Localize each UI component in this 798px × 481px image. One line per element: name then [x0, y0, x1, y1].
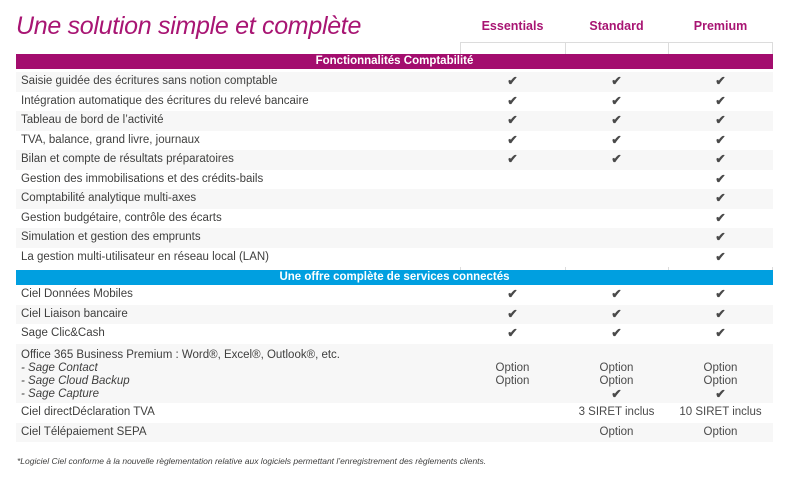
column-divider — [460, 42, 565, 54]
table-row — [16, 344, 773, 404]
title-cell — [16, 12, 460, 41]
plan-cell-essentials — [460, 285, 565, 305]
cell-empty — [460, 349, 565, 362]
plan-header-standard: Standard — [589, 19, 644, 33]
plan-cell-standard — [565, 150, 668, 170]
table-header — [16, 12, 773, 40]
plan-cell-essentials — [460, 170, 565, 190]
table-row — [16, 150, 773, 170]
cell-value: Option — [599, 425, 634, 438]
plan-cell-standard — [565, 305, 668, 325]
footnote: *Logiciel Ciel conforme à la nouvelle règlementation relative aux logiciels permettant l’enregistrement des règlements clients. — [17, 456, 487, 467]
check-icon: ✔ — [715, 230, 726, 244]
cell-empty — [565, 349, 668, 362]
plan-cell-premium — [668, 349, 773, 402]
check-icon: ✔ — [715, 287, 726, 301]
plan-cell-standard — [565, 349, 668, 402]
cell-value: Option — [599, 361, 634, 374]
section-header-services: Une offre complète de services connectés — [16, 270, 773, 285]
row-label-cell — [16, 131, 460, 151]
cell-empty — [460, 170, 565, 190]
cell-value: Option — [703, 374, 738, 387]
plan-cell-essentials — [460, 228, 565, 248]
row-label-cell — [16, 403, 460, 423]
plan-cell-essentials — [460, 111, 565, 131]
check-icon: ✔ — [507, 287, 518, 301]
plan-cell-essentials — [460, 189, 565, 209]
check-icon: ✔ — [715, 113, 726, 127]
row-label-cell — [16, 423, 460, 443]
cell-empty — [460, 248, 565, 268]
plan-header-premium: Premium — [693, 19, 748, 33]
check-icon: ✔ — [715, 74, 726, 88]
table-row — [16, 305, 773, 325]
table-row — [16, 248, 773, 268]
spacer — [16, 42, 460, 54]
plan-cell-essentials — [460, 324, 565, 344]
check-icon: ✔ — [611, 326, 622, 340]
row-label: Saisie guidée des écritures sans notion comptable — [21, 75, 278, 87]
cell-value: Option — [703, 425, 738, 438]
plan-cell-standard — [565, 111, 668, 131]
plan-cell-standard — [565, 92, 668, 112]
check-icon: ✔ — [715, 191, 726, 205]
check-icon: ✔ — [611, 287, 622, 301]
plan-cell-premium — [668, 423, 773, 443]
check-icon: ✔ — [611, 387, 622, 402]
plan-cell-standard — [565, 403, 668, 423]
row-label: Simulation et gestion des emprunts — [21, 231, 201, 243]
check-icon: ✔ — [611, 93, 622, 108]
row-label: Office 365 Business Premium : Word®, Excel®, Outlook®, etc. — [21, 348, 341, 361]
row-label-cell — [16, 349, 460, 402]
plan-cell-standard — [565, 228, 668, 248]
table-row — [16, 131, 773, 151]
row-label-cell — [16, 92, 460, 112]
plan-cell-premium — [668, 189, 773, 209]
plan-cell-essentials — [460, 403, 565, 423]
row-label: La gestion multi-utilisateur en réseau local (LAN) — [21, 250, 270, 263]
check-icon: ✔ — [611, 132, 622, 147]
cell-empty — [565, 189, 668, 209]
cell-empty — [460, 228, 565, 248]
row-label: Ciel Télépaiement SEPA — [21, 425, 147, 438]
row-label-cell — [16, 228, 460, 248]
check-icon: ✔ — [507, 113, 518, 127]
column-divider — [668, 42, 773, 54]
plan-cell-standard — [565, 131, 668, 151]
row-label: - Sage Capture — [21, 388, 99, 401]
plan-header-essentials: Essentials — [481, 19, 544, 33]
column-divider — [565, 42, 668, 54]
plan-cell-premium — [668, 170, 773, 190]
row-label: Intégration automatique des écritures du relevé bancaire — [21, 94, 309, 107]
cell-empty — [565, 228, 668, 248]
check-icon: ✔ — [715, 210, 726, 225]
column-divider — [565, 267, 668, 270]
row-label: - Sage Contact — [21, 361, 98, 374]
check-icon: ✔ — [715, 171, 726, 186]
check-icon: ✔ — [715, 152, 726, 166]
cell-value: Option — [703, 361, 738, 374]
plan-cell-essentials — [460, 349, 565, 402]
check-icon: ✔ — [611, 74, 622, 88]
plan-cell-standard — [565, 209, 668, 229]
table-row — [16, 111, 773, 131]
plan-cell-premium — [668, 150, 773, 170]
plan-cell-standard — [565, 285, 668, 305]
cell-empty — [460, 423, 565, 443]
plan-cell-premium — [668, 248, 773, 268]
plan-cell-premium — [668, 228, 773, 248]
plan-cell-premium — [668, 324, 773, 344]
plan-cell-standard — [565, 189, 668, 209]
row-label: Tableau de bord de l’activité — [21, 114, 164, 126]
check-icon: ✔ — [715, 249, 726, 264]
row-label: - Sage Cloud Backup — [21, 374, 130, 387]
table-row — [16, 92, 773, 112]
row-label-cell — [16, 305, 460, 325]
page-title: Une solution simple et complète — [16, 11, 362, 40]
check-icon: ✔ — [611, 113, 622, 127]
check-icon: ✔ — [715, 132, 726, 147]
cell-empty — [460, 209, 565, 229]
plan-cell-standard — [565, 324, 668, 344]
check-icon: ✔ — [507, 93, 518, 108]
check-icon: ✔ — [611, 306, 622, 321]
plan-cell-essentials — [460, 423, 565, 443]
plan-cell-premium — [668, 403, 773, 423]
table-row — [16, 285, 773, 305]
row-label: Comptabilité analytique multi-axes — [21, 192, 197, 204]
check-icon: ✔ — [611, 152, 622, 166]
cell-empty — [565, 170, 668, 190]
header-column-separators — [16, 42, 773, 54]
check-icon: ✔ — [507, 152, 518, 166]
row-label: Gestion des immobilisations et des crédits-bails — [21, 172, 264, 185]
row-label-cell — [16, 170, 460, 190]
row-label: Ciel directDéclaration TVA — [21, 406, 155, 419]
row-label-cell — [16, 209, 460, 229]
table-row — [16, 324, 773, 344]
check-icon: ✔ — [507, 74, 518, 88]
plan-cell-premium — [668, 92, 773, 112]
plan-cell-standard — [565, 248, 668, 268]
plan-cell-essentials — [460, 209, 565, 229]
plan-cell-essentials — [460, 72, 565, 92]
check-icon: ✔ — [507, 326, 518, 340]
cell-value: 3 SIRET inclus — [578, 406, 655, 419]
row-label-cell — [16, 324, 460, 344]
cell-empty — [460, 189, 565, 209]
cell-empty — [565, 209, 668, 229]
row-label: TVA, balance, grand livre, journaux — [21, 133, 200, 146]
table-row — [16, 423, 773, 443]
plan-cell-standard — [565, 423, 668, 443]
column-divider — [668, 267, 773, 270]
feature-table — [16, 54, 773, 442]
check-icon: ✔ — [507, 132, 518, 147]
plan-cell-premium — [668, 111, 773, 131]
cell-empty — [565, 248, 668, 268]
section-header-comptabilite: Fonctionnalités Comptabilité — [16, 54, 773, 69]
row-label: Gestion budgétaire, contrôle des écarts — [21, 211, 222, 224]
row-label-cell — [16, 111, 460, 131]
plan-cell-standard — [565, 170, 668, 190]
row-label: Ciel Liaison bancaire — [21, 307, 128, 320]
cell-empty — [460, 403, 565, 423]
table-row — [16, 403, 773, 423]
plan-cell-essentials — [460, 305, 565, 325]
row-label-cell — [16, 189, 460, 209]
plan-cell-premium — [668, 209, 773, 229]
cell-value: Option — [495, 374, 530, 387]
row-label: Ciel Données Mobiles — [21, 288, 133, 300]
table-row — [16, 72, 773, 92]
row-label-cell — [16, 72, 460, 92]
row-label-cell — [16, 285, 460, 305]
plan-cell-essentials — [460, 92, 565, 112]
row-label-cell — [16, 248, 460, 268]
cell-empty — [668, 349, 773, 362]
table-row — [16, 209, 773, 229]
cell-empty — [460, 388, 565, 401]
plan-cell-premium — [668, 285, 773, 305]
plan-cell-standard — [565, 72, 668, 92]
check-icon: ✔ — [715, 326, 726, 340]
plan-cell-essentials — [460, 150, 565, 170]
plan-cell-premium — [668, 72, 773, 92]
table-row — [16, 189, 773, 209]
plan-cell-essentials — [460, 248, 565, 268]
check-icon: ✔ — [715, 387, 726, 402]
cell-value: Option — [495, 361, 530, 374]
row-label: Bilan et compte de résultats préparatoires — [21, 153, 234, 165]
plan-cell-premium — [668, 131, 773, 151]
plan-cell-essentials — [460, 131, 565, 151]
table-row — [16, 228, 773, 248]
table-row — [16, 170, 773, 190]
cell-value: 10 SIRET inclus — [679, 406, 762, 419]
plan-cell-premium — [668, 305, 773, 325]
cell-value: Option — [599, 374, 634, 387]
check-icon: ✔ — [715, 306, 726, 321]
row-label-cell — [16, 150, 460, 170]
row-label: Sage Clic&Cash — [21, 327, 105, 339]
check-icon: ✔ — [507, 306, 518, 321]
check-icon: ✔ — [715, 93, 726, 108]
